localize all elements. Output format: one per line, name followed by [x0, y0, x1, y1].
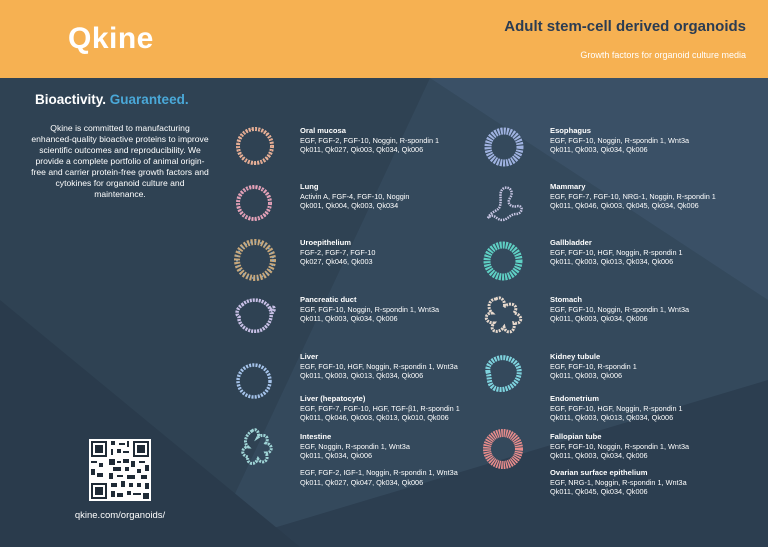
organoid-entry	[300, 352, 458, 381]
product-codes: Qk011, Qk003, Qk013, Qk034, Qk006	[550, 257, 674, 266]
page-subtitle: Growth factors for organoid culture media	[580, 50, 746, 60]
tagline-part1: Bioactivity.	[35, 92, 107, 107]
organoid-entry	[550, 394, 683, 423]
growth-factors: EGF, FGF-10, Noggin, R-spondin 1, Wnt3a	[550, 135, 690, 145]
organoid-name: Liver (hepatocyte)	[300, 394, 366, 403]
liver-organoid-icon	[234, 360, 274, 402]
organoid-name: Stomach	[550, 295, 583, 304]
esophagus-organoid-icon	[482, 125, 526, 169]
growth-factors: EGF, FGF-10, Noggin, R-spondin 1, Wnt3a	[550, 441, 690, 451]
mammary-organoid-icon	[482, 182, 526, 226]
product-codes: Qk011, Qk027, Qk003, Qk034, Qk006	[300, 145, 424, 154]
gallbladder-organoid-icon	[480, 238, 526, 284]
growth-factors: EGF, FGF-2, IGF-1, Noggin, R-spondin 1, Wnt3a	[300, 468, 458, 477]
product-codes: Qk027, Qk046, Qk003	[300, 257, 373, 266]
organoid-entry	[300, 468, 458, 487]
product-codes: Qk011, Qk003, Qk006	[550, 371, 623, 380]
organoid-entry	[300, 182, 410, 211]
growth-factors: EGF, FGF-10, Noggin, R-spondin 1, Wnt3a	[300, 304, 440, 314]
organoid-name: Mammary	[550, 182, 586, 191]
product-codes: Qk011, Qk034, Qk006	[300, 451, 373, 460]
organoid-entry	[300, 126, 439, 155]
organoid-name: Intestine	[300, 432, 332, 441]
organoid-name: Oral mucosa	[300, 126, 347, 135]
qkine-logo[interactable]: Qkine	[68, 22, 154, 55]
organoid-entry	[550, 432, 689, 461]
growth-factors: EGF, FGF-10, Noggin, R-spondin 1, Wnt3a	[550, 304, 690, 314]
organoid-entry	[550, 126, 689, 155]
product-codes: Qk011, Qk003, Qk034, Qk006	[300, 314, 398, 323]
product-codes: Qk011, Qk045, Qk034, Qk006	[550, 487, 648, 496]
growth-factors: EGF, FGF-10, HGF, Noggin, R-spondin 1	[550, 247, 683, 257]
growth-factors: FGF-2, FGF-7, FGF-10	[300, 247, 376, 257]
growth-factors: Activin A, FGF-4, FGF-10, Noggin	[300, 191, 410, 201]
oral-mucosa-organoid-icon	[234, 125, 276, 167]
product-codes: Qk011, Qk046, Qk003, Qk013, Qk010, Qk006	[300, 413, 449, 422]
organoid-name: Ovarian surface epithelium	[550, 468, 648, 477]
organoid-name: Fallopian tube	[550, 432, 602, 441]
product-codes: Qk011, Qk003, Qk013, Qk034, Qk006	[550, 413, 674, 422]
pancreatic-duct-organoid-icon	[232, 295, 278, 337]
organoid-name: Gallbladder	[550, 238, 592, 247]
organoid-entry	[550, 468, 687, 497]
growth-factors: EGF, FGF-7, FGF-10, NRG-1, Noggin, R-spondin 1	[550, 191, 716, 201]
organoid-name: Uroepithelium	[300, 238, 352, 247]
product-codes: Qk011, Qk003, Qk034, Qk006	[550, 314, 648, 323]
organoid-entry	[300, 238, 375, 267]
organoid-name: Kidney tubule	[550, 352, 601, 361]
product-codes: Qk001, Qk004, Qk003, Qk034	[300, 201, 399, 210]
intestine-organoid-icon	[238, 425, 278, 469]
stomach-organoid-icon	[480, 293, 528, 339]
growth-factors: EGF, NRG-1, Noggin, R-spondin 1, Wnt3a	[550, 477, 687, 487]
growth-factors: EGF, FGF-7, FGF-10, HGF, TGF-β1, R-spondin 1	[300, 403, 460, 413]
growth-factors: EGF, FGF-10, HGF, Noggin, R-spondin 1	[550, 403, 683, 413]
page-title: Adult stem-cell derived organoids	[504, 18, 746, 35]
growth-factors: EGF, Noggin, R-spondin 1, Wnt3a	[300, 441, 410, 451]
growth-factors: EGF, FGF-10, R-spondin 1	[550, 361, 637, 371]
organoid-entry	[550, 352, 637, 381]
organoid-entry	[300, 394, 460, 423]
organoid-name: Endometrium	[550, 394, 599, 403]
product-codes: Qk011, Qk003, Qk034, Qk006	[550, 145, 648, 154]
qr-code-icon[interactable]	[89, 439, 151, 501]
growth-factors: EGF, FGF-2, FGF-10, Noggin, R-spondin 1	[300, 135, 440, 145]
organoid-entry	[300, 432, 410, 461]
organoid-name: Liver	[300, 352, 319, 361]
header-banner	[0, 0, 768, 78]
fallopian-tube-organoid-icon	[480, 426, 526, 472]
product-codes: Qk011, Qk027, Qk047, Qk034, Qk006	[300, 477, 424, 487]
organoid-name: Esophagus	[550, 126, 591, 135]
intro-text: Qkine is committed to manufacturing enhanced-quality bioactive proteins to improve scientific outcomes and reproducibility. We provide a complete portfolio of animal origin-free and carrier protein-free growth factors and cytokines for organoid culture and maintenance.	[31, 123, 209, 199]
product-codes: Qk011, Qk003, Qk034, Qk006	[550, 451, 648, 460]
organoid-entry	[550, 182, 716, 211]
organoid-entry	[550, 295, 689, 324]
organoids-url-link[interactable]: qkine.com/organoids/	[74, 510, 166, 521]
organoid-entry	[300, 295, 439, 324]
organoid-name: Lung	[300, 182, 319, 191]
kidney-tubule-organoid-icon	[480, 352, 526, 396]
growth-factors: EGF, FGF-10, HGF, Noggin, R-spondin 1, Wnt3a	[300, 361, 458, 371]
organoid-entry	[550, 238, 683, 267]
uroepithelium-organoid-icon	[232, 237, 278, 283]
product-codes: Qk011, Qk003, Qk013, Qk034, Qk006	[300, 371, 424, 380]
organoid-name: Pancreatic duct	[300, 295, 357, 304]
tagline-part2: Guaranteed.	[109, 92, 189, 107]
product-codes: Qk011, Qk046, Qk003, Qk045, Qk034, Qk006	[550, 201, 699, 210]
tagline	[35, 92, 189, 107]
lung-organoid-icon	[234, 183, 274, 223]
